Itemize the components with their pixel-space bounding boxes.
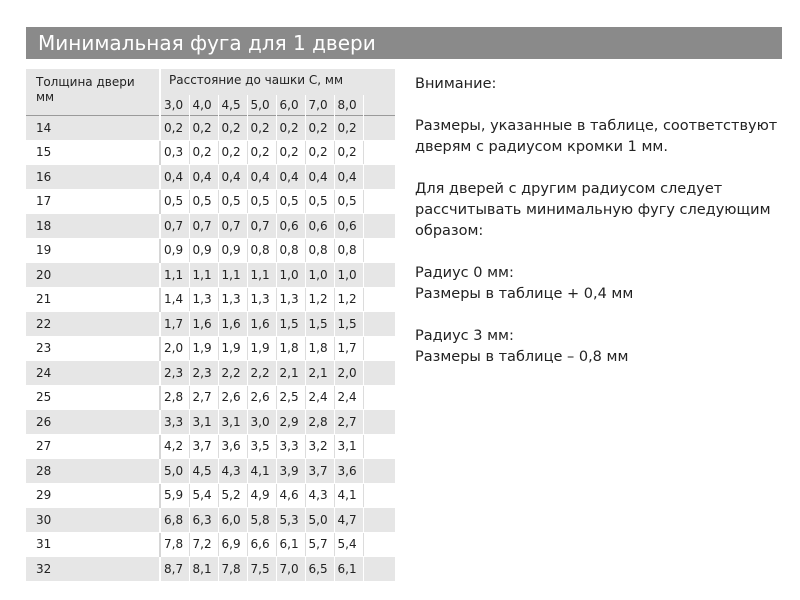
gap-value-cell: 0,3	[160, 140, 189, 165]
row-pad-cell	[363, 312, 395, 337]
gap-value-cell: 3,5	[247, 434, 276, 459]
gap-value-cell: 2,7	[189, 385, 218, 410]
gap-value-cell: 2,4	[305, 385, 334, 410]
gap-value-cell: 3,3	[276, 434, 305, 459]
gap-value-cell: 0,2	[276, 116, 305, 140]
gap-value-cell: 1,6	[189, 312, 218, 337]
gap-value-cell: 1,2	[334, 287, 363, 312]
gap-value-cell: 0,2	[189, 116, 218, 140]
gap-value-cell: 5,4	[189, 483, 218, 508]
gap-value-cell: 2,9	[276, 410, 305, 435]
row-pad-cell	[363, 165, 395, 190]
gap-value-cell: 2,0	[334, 361, 363, 386]
gap-value-cell: 6,8	[160, 508, 189, 533]
gap-value-cell: 1,1	[247, 263, 276, 288]
gap-value-cell: 2,2	[218, 361, 247, 386]
thickness-cell: 20	[26, 263, 160, 288]
table-body	[26, 116, 395, 581]
notes-paragraph-1: Размеры, указанные в таблице, соответствуют дверям с радиусом кромки 1 мм.	[415, 118, 778, 155]
gap-value-cell: 7,0	[276, 557, 305, 582]
gap-value-cell: 5,3	[276, 508, 305, 533]
gap-value-cell: 1,5	[276, 312, 305, 337]
gap-value-cell: 6,1	[334, 557, 363, 582]
gap-value-cell: 1,7	[334, 336, 363, 361]
gap-value-cell: 6,1	[276, 532, 305, 557]
gap-value-cell: 1,1	[160, 263, 189, 288]
gap-value-cell: 4,7	[334, 508, 363, 533]
table-row	[26, 410, 395, 435]
gap-value-cell: 0,5	[276, 189, 305, 214]
thickness-cell: 29	[26, 483, 160, 508]
table-row	[26, 189, 395, 214]
row-pad-cell	[363, 557, 395, 582]
table-row	[26, 336, 395, 361]
gap-value-cell: 0,2	[247, 116, 276, 140]
row-pad-cell	[363, 189, 395, 214]
distance-header-pad	[363, 95, 395, 116]
thickness-cell: 27	[26, 434, 160, 459]
gap-value-cell: 3,1	[334, 434, 363, 459]
gap-value-cell: 5,8	[247, 508, 276, 533]
gap-value-cell: 1,5	[334, 312, 363, 337]
gap-value-cell: 4,6	[276, 483, 305, 508]
thickness-cell: 18	[26, 214, 160, 239]
thickness-cell: 15	[26, 140, 160, 165]
thickness-cell: 28	[26, 459, 160, 484]
gap-value-cell: 4,9	[247, 483, 276, 508]
row-pad-cell	[363, 214, 395, 239]
gap-value-cell: 3,7	[189, 434, 218, 459]
row-pad-cell	[363, 238, 395, 263]
gap-value-cell: 3,6	[334, 459, 363, 484]
gap-value-cell: 0,6	[276, 214, 305, 239]
row-pad-cell	[363, 361, 395, 386]
table-row	[26, 557, 395, 582]
distance-header-cell: 6,0	[276, 95, 305, 116]
radius-3-rule: Размеры в таблице – 0,8 мм	[415, 349, 629, 365]
gap-value-cell: 3,1	[218, 410, 247, 435]
radius-0-label: Радиус 0 мм:	[415, 265, 514, 281]
gap-value-cell: 0,4	[247, 165, 276, 190]
table-row	[26, 165, 395, 190]
gap-value-cell: 7,8	[160, 532, 189, 557]
distance-header-cell: 3,0	[160, 95, 189, 116]
table-row	[26, 263, 395, 288]
thickness-cell: 30	[26, 508, 160, 533]
gap-value-cell: 1,3	[276, 287, 305, 312]
thickness-cell: 22	[26, 312, 160, 337]
row-pad-cell	[363, 410, 395, 435]
header-cup-distance: Расстояние до чашки С, мм	[160, 69, 395, 95]
thickness-cell: 16	[26, 165, 160, 190]
gap-value-cell: 0,9	[218, 238, 247, 263]
gap-value-cell: 0,8	[305, 238, 334, 263]
table-row	[26, 214, 395, 239]
row-pad-cell	[363, 263, 395, 288]
row-pad-cell	[363, 434, 395, 459]
gap-value-cell: 5,0	[160, 459, 189, 484]
gap-value-cell: 4,3	[218, 459, 247, 484]
row-pad-cell	[363, 532, 395, 557]
gap-value-cell: 1,7	[160, 312, 189, 337]
gap-value-cell: 2,7	[334, 410, 363, 435]
gap-value-cell: 7,8	[218, 557, 247, 582]
gap-value-cell: 0,2	[305, 116, 334, 140]
gap-table	[26, 69, 395, 582]
gap-value-cell: 5,4	[334, 532, 363, 557]
gap-value-cell: 8,1	[189, 557, 218, 582]
gap-value-cell: 1,9	[247, 336, 276, 361]
gap-value-cell: 0,8	[247, 238, 276, 263]
table-row	[26, 361, 395, 386]
gap-value-cell: 4,2	[160, 434, 189, 459]
gap-value-cell: 0,6	[305, 214, 334, 239]
gap-value-cell: 0,4	[305, 165, 334, 190]
row-pad-cell	[363, 508, 395, 533]
distance-header-cell: 8,0	[334, 95, 363, 116]
notes-paragraph-2: Для дверей с другим радиусом следует рассчитывать минимальную фугу следующим образом:	[415, 181, 771, 239]
distance-header-cell: 4,0	[189, 95, 218, 116]
gap-value-cell: 2,1	[276, 361, 305, 386]
gap-value-cell: 2,3	[160, 361, 189, 386]
gap-value-cell: 1,0	[305, 263, 334, 288]
gap-value-cell: 5,2	[218, 483, 247, 508]
gap-value-cell: 1,3	[189, 287, 218, 312]
gap-value-cell: 0,4	[160, 165, 189, 190]
gap-value-cell: 6,5	[305, 557, 334, 582]
gap-value-cell: 0,8	[334, 238, 363, 263]
gap-value-cell: 0,5	[247, 189, 276, 214]
gap-value-cell: 3,7	[305, 459, 334, 484]
gap-value-cell: 0,5	[218, 189, 247, 214]
row-pad-cell	[363, 483, 395, 508]
gap-value-cell: 0,5	[334, 189, 363, 214]
gap-value-cell: 0,2	[189, 140, 218, 165]
thickness-cell: 26	[26, 410, 160, 435]
table-row	[26, 140, 395, 165]
gap-value-cell: 3,2	[305, 434, 334, 459]
gap-value-cell: 2,8	[305, 410, 334, 435]
gap-value-cell: 0,2	[334, 116, 363, 140]
gap-value-cell: 0,9	[189, 238, 218, 263]
thickness-cell: 19	[26, 238, 160, 263]
distance-header-cell: 5,0	[247, 95, 276, 116]
gap-value-cell: 1,2	[305, 287, 334, 312]
gap-value-cell: 0,2	[218, 116, 247, 140]
gap-value-cell: 0,5	[189, 189, 218, 214]
gap-value-cell: 0,2	[334, 140, 363, 165]
gap-value-cell: 6,6	[247, 532, 276, 557]
table-row	[26, 238, 395, 263]
table-row	[26, 532, 395, 557]
gap-value-cell: 0,2	[276, 140, 305, 165]
row-pad-cell	[363, 336, 395, 361]
gap-value-cell: 5,9	[160, 483, 189, 508]
table-row	[26, 312, 395, 337]
gap-value-cell: 1,1	[189, 263, 218, 288]
gap-value-cell: 1,4	[160, 287, 189, 312]
gap-value-cell: 1,5	[305, 312, 334, 337]
gap-value-cell: 3,3	[160, 410, 189, 435]
distance-header-cell: 7,0	[305, 95, 334, 116]
gap-value-cell: 0,7	[160, 214, 189, 239]
gap-value-cell: 0,7	[189, 214, 218, 239]
notes-heading: Внимание:	[415, 76, 497, 92]
gap-value-cell: 7,5	[247, 557, 276, 582]
gap-value-cell: 0,4	[218, 165, 247, 190]
row-pad-cell	[363, 140, 395, 165]
table-row	[26, 116, 395, 140]
header-door-thickness: Толщина двери мм	[26, 69, 160, 116]
gap-value-cell: 0,4	[189, 165, 218, 190]
gap-value-cell: 1,9	[189, 336, 218, 361]
thickness-cell: 14	[26, 116, 160, 140]
distance-header-cell: 4,5	[218, 95, 247, 116]
gap-value-cell: 3,9	[276, 459, 305, 484]
gap-value-cell: 0,5	[305, 189, 334, 214]
gap-value-cell: 0,4	[276, 165, 305, 190]
gap-value-cell: 1,6	[247, 312, 276, 337]
gap-value-cell: 0,9	[160, 238, 189, 263]
gap-value-cell: 3,1	[189, 410, 218, 435]
thickness-cell: 32	[26, 557, 160, 582]
gap-value-cell: 0,4	[334, 165, 363, 190]
gap-value-cell: 4,1	[247, 459, 276, 484]
gap-value-cell: 5,7	[305, 532, 334, 557]
table-row	[26, 385, 395, 410]
gap-value-cell: 2,6	[218, 385, 247, 410]
gap-table-grid	[26, 69, 395, 582]
gap-value-cell: 0,2	[218, 140, 247, 165]
gap-value-cell: 0,8	[276, 238, 305, 263]
gap-value-cell: 2,5	[276, 385, 305, 410]
gap-value-cell: 6,9	[218, 532, 247, 557]
gap-value-cell: 2,6	[247, 385, 276, 410]
gap-value-cell: 2,2	[247, 361, 276, 386]
radius-3-label: Радиус 3 мм:	[415, 328, 514, 344]
gap-value-cell: 1,8	[305, 336, 334, 361]
thickness-cell: 23	[26, 336, 160, 361]
gap-value-cell: 1,6	[218, 312, 247, 337]
gap-value-cell: 3,0	[247, 410, 276, 435]
gap-value-cell: 4,5	[189, 459, 218, 484]
table-row	[26, 287, 395, 312]
thickness-cell: 31	[26, 532, 160, 557]
gap-value-cell: 0,6	[334, 214, 363, 239]
notes-panel	[415, 74, 785, 389]
gap-value-cell: 0,7	[218, 214, 247, 239]
table-row	[26, 434, 395, 459]
gap-value-cell: 1,3	[218, 287, 247, 312]
gap-value-cell: 2,1	[305, 361, 334, 386]
gap-value-cell: 0,2	[160, 116, 189, 140]
row-pad-cell	[363, 459, 395, 484]
gap-value-cell: 2,4	[334, 385, 363, 410]
thickness-cell: 25	[26, 385, 160, 410]
gap-value-cell: 1,9	[218, 336, 247, 361]
gap-value-cell: 3,6	[218, 434, 247, 459]
gap-value-cell: 0,5	[160, 189, 189, 214]
gap-value-cell: 1,0	[276, 263, 305, 288]
table-row	[26, 508, 395, 533]
radius-0-rule: Размеры в таблице + 0,4 мм	[415, 286, 634, 302]
gap-value-cell: 2,0	[160, 336, 189, 361]
gap-value-cell: 0,7	[247, 214, 276, 239]
row-pad-cell	[363, 385, 395, 410]
gap-value-cell: 4,3	[305, 483, 334, 508]
gap-value-cell: 1,8	[276, 336, 305, 361]
row-pad-cell	[363, 116, 395, 140]
gap-value-cell: 1,0	[334, 263, 363, 288]
thickness-cell: 21	[26, 287, 160, 312]
gap-value-cell: 6,0	[218, 508, 247, 533]
gap-value-cell: 4,1	[334, 483, 363, 508]
gap-value-cell: 6,3	[189, 508, 218, 533]
gap-value-cell: 0,2	[305, 140, 334, 165]
gap-value-cell: 1,3	[247, 287, 276, 312]
gap-value-cell: 8,7	[160, 557, 189, 582]
thickness-cell: 24	[26, 361, 160, 386]
gap-value-cell: 0,2	[247, 140, 276, 165]
thickness-cell: 17	[26, 189, 160, 214]
gap-value-cell: 1,1	[218, 263, 247, 288]
gap-value-cell: 2,8	[160, 385, 189, 410]
page-title: Минимальная фуга для 1 двери	[26, 27, 782, 59]
gap-value-cell: 5,0	[305, 508, 334, 533]
row-pad-cell	[363, 287, 395, 312]
gap-value-cell: 2,3	[189, 361, 218, 386]
table-row	[26, 459, 395, 484]
table-row	[26, 483, 395, 508]
gap-value-cell: 7,2	[189, 532, 218, 557]
